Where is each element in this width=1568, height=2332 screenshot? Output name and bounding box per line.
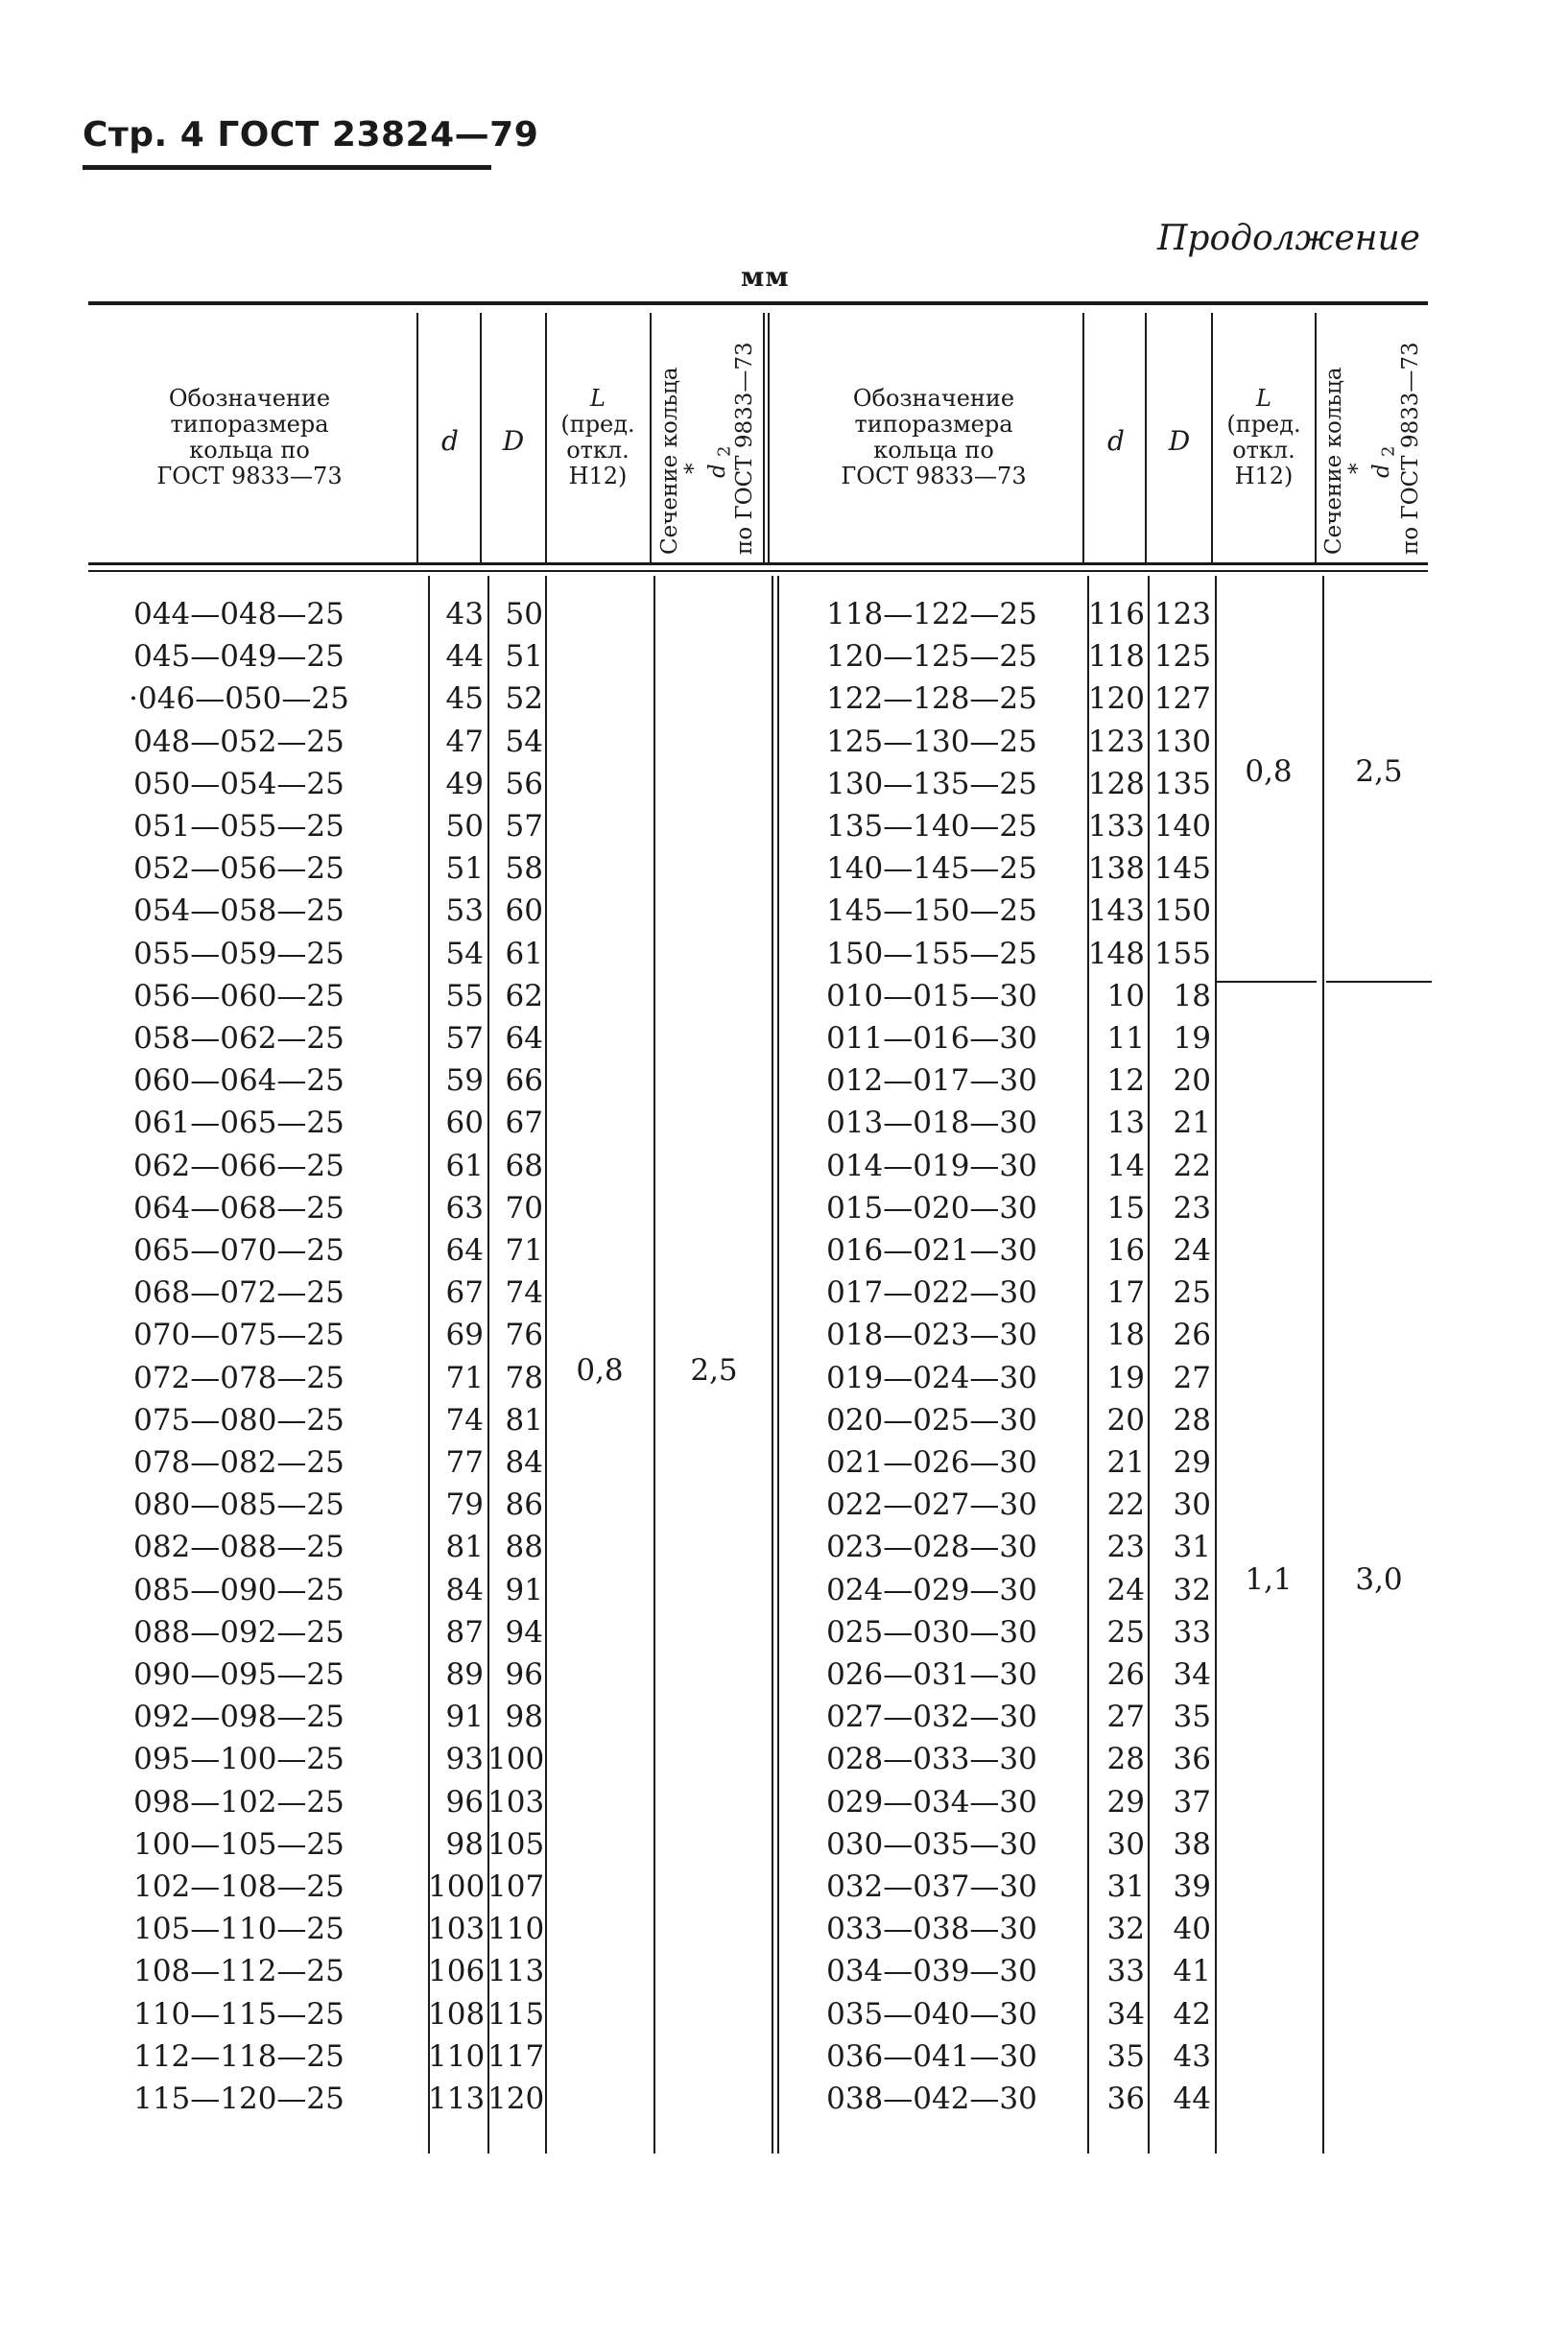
- designation-cell: 010—015—30: [826, 978, 1037, 1013]
- D-cell: 32: [1173, 1572, 1211, 1607]
- D-cell: 43: [1173, 2038, 1211, 2074]
- designation-cell: 048—052—25: [133, 724, 344, 759]
- header-underline: [83, 165, 491, 170]
- d-cell: 28: [1106, 1742, 1145, 1777]
- header-bottom-rule-2: [88, 570, 1428, 572]
- right-section-value-2: 3,0: [1355, 1562, 1403, 1597]
- designation-cell: 018—023—30: [826, 1318, 1037, 1353]
- table-row: [0, 1908, 1568, 1950]
- d-cell: 44: [445, 639, 484, 675]
- designation-cell: 140—145—25: [826, 851, 1037, 887]
- D-cell: 26: [1173, 1318, 1211, 1353]
- d-cell: 133: [1087, 809, 1145, 844]
- units-label: мм: [741, 261, 790, 293]
- designation-cell: 011—016—30: [826, 1021, 1037, 1056]
- designation-cell: 135—140—25: [826, 809, 1037, 844]
- designation-cell: 045—049—25: [133, 639, 344, 675]
- table-row: [0, 1059, 1568, 1102]
- table-row: [0, 1696, 1568, 1738]
- d-cell: 91: [445, 1700, 484, 1735]
- designation-cell: 038—042—30: [826, 2082, 1037, 2116]
- left-section-value: 2,5: [690, 1353, 738, 1388]
- d-cell: 61: [445, 1148, 484, 1183]
- D-cell: 50: [505, 597, 543, 631]
- D-cell: 94: [505, 1614, 543, 1650]
- D-cell: 18: [1173, 978, 1211, 1013]
- D-cell: 60: [505, 893, 543, 929]
- table-row: [0, 805, 1568, 847]
- D-cell: 70: [505, 1190, 543, 1225]
- designation-cell: 120—125—25: [826, 639, 1037, 675]
- D-cell: 145: [1153, 851, 1211, 887]
- d-cell: 10: [1106, 978, 1145, 1013]
- designation-cell: 035—040—30: [826, 1996, 1037, 2032]
- table-row: [0, 1823, 1568, 1866]
- header-section: Сечение кольца * d $_2$: [657, 367, 735, 555]
- table-row: [0, 1357, 1568, 1399]
- table-row: [0, 1866, 1568, 1908]
- col-line: [768, 313, 770, 562]
- header-d-right: d: [1107, 425, 1125, 457]
- D-cell: 20: [1173, 1063, 1211, 1099]
- D-cell: 68: [505, 1148, 543, 1183]
- designation-cell: 020—025—30: [826, 1402, 1037, 1438]
- designation-cell: 088—092—25: [133, 1614, 344, 1650]
- D-cell: 123: [1153, 597, 1211, 631]
- D-cell: 115: [487, 1996, 545, 2032]
- D-cell: 44: [1173, 2082, 1211, 2116]
- D-cell: 38: [1173, 1826, 1211, 1862]
- D-cell: 120: [487, 2082, 545, 2116]
- designation-cell: 082—088—25: [133, 1530, 344, 1565]
- table-row: [0, 1611, 1568, 1654]
- d-cell: 74: [445, 1402, 484, 1438]
- d-cell: 59: [445, 1063, 484, 1099]
- designation-cell: 052—056—25: [133, 851, 344, 887]
- d-cell: 33: [1106, 1954, 1145, 1989]
- designation-cell: 095—100—25: [133, 1742, 344, 1777]
- table-row: [0, 890, 1568, 932]
- D-cell: 35: [1173, 1700, 1211, 1735]
- d-cell: 53: [445, 893, 484, 929]
- d-cell: 118: [1087, 639, 1145, 675]
- table-row: [0, 1229, 1568, 1272]
- designation-cell: 092—098—25: [133, 1700, 344, 1735]
- col-line: [1145, 313, 1147, 562]
- d-cell: 19: [1106, 1360, 1145, 1395]
- D-cell: 27: [1173, 1360, 1211, 1395]
- d-cell: 113: [428, 2082, 486, 2116]
- designation-cell: 078—082—25: [133, 1445, 344, 1480]
- table-row: [0, 1272, 1568, 1314]
- group-separator: [1217, 981, 1317, 983]
- designation-cell: 024—029—30: [826, 1572, 1037, 1607]
- header-designation-right: Обозначение типоразмера кольца по ГОСТ 9833—73: [841, 385, 1027, 489]
- D-cell: 52: [505, 681, 543, 717]
- d-cell: 27: [1106, 1700, 1145, 1735]
- d-cell: 81: [445, 1530, 484, 1565]
- D-cell: 96: [505, 1657, 543, 1692]
- D-cell: 135: [1153, 766, 1211, 801]
- designation-cell: 055—059—25: [133, 936, 344, 971]
- designation-cell: 032—037—30: [826, 1869, 1037, 1904]
- d-cell: 24: [1106, 1572, 1145, 1607]
- col-line: [480, 313, 482, 562]
- d-cell: 31: [1106, 1869, 1145, 1904]
- d-cell: 17: [1106, 1275, 1145, 1311]
- designation-cell: 051—055—25: [133, 809, 344, 844]
- D-cell: 22: [1173, 1148, 1211, 1183]
- d-cell: 57: [445, 1021, 484, 1056]
- designation-cell: 102—108—25: [133, 1869, 344, 1904]
- d-cell: 64: [445, 1233, 484, 1268]
- D-cell: 57: [505, 809, 543, 844]
- header-D: D: [502, 425, 525, 457]
- d-cell: 32: [1106, 1912, 1145, 1947]
- d-cell: 18: [1106, 1318, 1145, 1353]
- table-row: [0, 635, 1568, 678]
- designation-cell: 019—024—30: [826, 1360, 1037, 1395]
- d-cell: 43: [445, 597, 484, 631]
- d-cell: 128: [1087, 766, 1145, 801]
- designation-cell: 054—058—25: [133, 893, 344, 929]
- designation-cell: 098—102—25: [133, 1784, 344, 1820]
- d-cell: 87: [445, 1614, 484, 1650]
- table-row: [0, 933, 1568, 975]
- table-row: [0, 2035, 1568, 2078]
- D-cell: 86: [505, 1487, 543, 1523]
- D-cell: 78: [505, 1360, 543, 1395]
- designation-cell: 105—110—25: [133, 1912, 344, 1947]
- D-cell: 58: [505, 851, 543, 887]
- designation-cell: 110—115—25: [133, 1996, 344, 2032]
- d-cell: 26: [1106, 1657, 1145, 1692]
- d-cell: 123: [1087, 724, 1145, 759]
- D-cell: 155: [1153, 936, 1211, 971]
- d-cell: 138: [1087, 851, 1145, 887]
- designation-cell: 027—032—30: [826, 1700, 1037, 1735]
- designation-cell: 044—048—25: [133, 597, 344, 631]
- table-row: [0, 1654, 1568, 1696]
- d-cell: 100: [428, 1869, 486, 1904]
- table-row: [0, 1484, 1568, 1526]
- D-cell: 30: [1173, 1487, 1211, 1523]
- table-row: [0, 1187, 1568, 1229]
- table-row: [0, 1314, 1568, 1356]
- d-cell: 15: [1106, 1190, 1145, 1225]
- designation-cell: 014—019—30: [826, 1148, 1037, 1183]
- designation-cell: 061—065—25: [133, 1106, 344, 1141]
- D-cell: 67: [505, 1106, 543, 1141]
- d-cell: 63: [445, 1190, 484, 1225]
- header-section-right: Сечение кольца * d $_2$: [1321, 367, 1399, 555]
- d-cell: 143: [1087, 893, 1145, 929]
- D-cell: 23: [1173, 1190, 1211, 1225]
- D-cell: 84: [505, 1445, 543, 1480]
- header-L: L (пред. откл. H12): [560, 385, 635, 489]
- D-cell: 39: [1173, 1869, 1211, 1904]
- d-cell: 54: [445, 936, 484, 971]
- designation-cell: 112—118—25: [133, 2038, 344, 2074]
- D-cell: 41: [1173, 1954, 1211, 1989]
- designation-cell: 060—064—25: [133, 1063, 344, 1099]
- designation-cell: 021—026—30: [826, 1445, 1037, 1480]
- d-cell: 60: [445, 1106, 484, 1141]
- D-cell: 29: [1173, 1445, 1211, 1480]
- D-cell: 54: [505, 724, 543, 759]
- D-cell: 56: [505, 766, 543, 801]
- designation-cell: 100—105—25: [133, 1826, 344, 1862]
- header-bottom-rule: [88, 562, 1428, 565]
- D-cell: 40: [1173, 1912, 1211, 1947]
- d-cell: 36: [1106, 2082, 1145, 2116]
- table-row: [0, 1950, 1568, 1992]
- table-row: [0, 1145, 1568, 1187]
- designation-cell: 050—054—25: [133, 766, 344, 801]
- designation-cell: 030—035—30: [826, 1826, 1037, 1862]
- d-cell: 77: [445, 1445, 484, 1480]
- table-row: [0, 1017, 1568, 1059]
- table-row: [0, 1993, 1568, 2035]
- designation-cell: 025—030—30: [826, 1614, 1037, 1650]
- designation-cell: ·046—050—25: [129, 681, 349, 717]
- d-cell: 29: [1106, 1784, 1145, 1820]
- designation-cell: 118—122—25: [826, 597, 1037, 631]
- d-cell: 55: [445, 978, 484, 1013]
- designation-cell: 130—135—25: [826, 766, 1037, 801]
- table-row: [0, 1102, 1568, 1144]
- D-cell: 113: [487, 1954, 545, 1989]
- d-cell: 25: [1106, 1614, 1145, 1650]
- d-cell: 110: [428, 2038, 486, 2074]
- designation-cell: 013—018—30: [826, 1106, 1037, 1141]
- col-line: [763, 313, 765, 562]
- d-cell: 22: [1106, 1487, 1145, 1523]
- designation-cell: 090—095—25: [133, 1657, 344, 1692]
- right-L-value-1: 0,8: [1245, 754, 1293, 789]
- d-cell: 45: [445, 681, 484, 717]
- right-L-value-2: 1,1: [1245, 1562, 1293, 1597]
- d-cell: 20: [1106, 1402, 1145, 1438]
- designation-cell: 115—120—25: [133, 2082, 344, 2116]
- d-cell: 67: [445, 1275, 484, 1311]
- d-cell: 47: [445, 724, 484, 759]
- designation-cell: 028—033—30: [826, 1742, 1037, 1777]
- d-cell: 16: [1106, 1233, 1145, 1268]
- D-cell: 74: [505, 1275, 543, 1311]
- designation-cell: 070—075—25: [133, 1318, 344, 1353]
- D-cell: 42: [1173, 1996, 1211, 2032]
- D-cell: 98: [505, 1700, 543, 1735]
- d-cell: 116: [1087, 597, 1145, 631]
- d-cell: 34: [1106, 1996, 1145, 2032]
- header-d: d: [441, 425, 459, 457]
- d-cell: 50: [445, 809, 484, 844]
- D-cell: 103: [487, 1784, 545, 1820]
- D-cell: 31: [1173, 1530, 1211, 1565]
- col-line: [1211, 313, 1213, 562]
- D-cell: 150: [1153, 893, 1211, 929]
- D-cell: 51: [505, 639, 543, 675]
- designation-cell: 029—034—30: [826, 1784, 1037, 1820]
- header-D-right: D: [1168, 425, 1191, 457]
- table-row: [0, 2078, 1568, 2120]
- D-cell: 36: [1173, 1742, 1211, 1777]
- right-section-value-1: 2,5: [1355, 754, 1403, 789]
- designation-cell: 064—068—25: [133, 1190, 344, 1225]
- designation-cell: 017—022—30: [826, 1275, 1037, 1311]
- d-cell: 79: [445, 1487, 484, 1523]
- designation-cell: 015—020—30: [826, 1190, 1037, 1225]
- d-cell: 35: [1106, 2038, 1145, 2074]
- d-cell: 84: [445, 1572, 484, 1607]
- continuation-label: Продолжение: [1157, 219, 1420, 258]
- D-cell: 76: [505, 1318, 543, 1353]
- D-cell: 66: [505, 1063, 543, 1099]
- table-row: [0, 847, 1568, 890]
- D-cell: 105: [487, 1826, 545, 1862]
- D-cell: 130: [1153, 724, 1211, 759]
- D-cell: 91: [505, 1572, 543, 1607]
- D-cell: 37: [1173, 1784, 1211, 1820]
- d-cell: 69: [445, 1318, 484, 1353]
- D-cell: 25: [1173, 1275, 1211, 1311]
- designation-cell: 034—039—30: [826, 1954, 1037, 1989]
- designation-cell: 016—021—30: [826, 1233, 1037, 1268]
- D-cell: 100: [487, 1742, 545, 1777]
- col-line: [650, 313, 652, 562]
- designation-cell: 026—031—30: [826, 1657, 1037, 1692]
- D-cell: 110: [487, 1912, 545, 1947]
- D-cell: 71: [505, 1233, 543, 1268]
- header-designation: Обозначение типоразмера кольца по ГОСТ 9833—73: [156, 385, 343, 489]
- col-line: [416, 313, 418, 562]
- D-cell: 64: [505, 1021, 543, 1056]
- designation-cell: 072—078—25: [133, 1360, 344, 1395]
- D-cell: 19: [1173, 1021, 1211, 1056]
- designation-cell: 065—070—25: [133, 1233, 344, 1268]
- table-row: [0, 1441, 1568, 1484]
- designation-cell: 036—041—30: [826, 2038, 1037, 2074]
- table-row: [0, 1781, 1568, 1823]
- table-top-rule: [88, 301, 1428, 305]
- designation-cell: 122—128—25: [826, 681, 1037, 717]
- designation-cell: 062—066—25: [133, 1148, 344, 1183]
- d-cell: 21: [1106, 1445, 1145, 1480]
- designation-cell: 056—060—25: [133, 978, 344, 1013]
- d-cell: 11: [1106, 1021, 1145, 1056]
- D-cell: 81: [505, 1402, 543, 1438]
- d-cell: 89: [445, 1657, 484, 1692]
- designation-cell: 125—130—25: [826, 724, 1037, 759]
- d-cell: 98: [445, 1826, 484, 1862]
- d-cell: 108: [428, 1996, 486, 2032]
- d-cell: 96: [445, 1784, 484, 1820]
- D-cell: 107: [487, 1869, 545, 1904]
- D-cell: 21: [1173, 1106, 1211, 1141]
- d-cell: 106: [428, 1954, 486, 1989]
- designation-cell: 080—085—25: [133, 1487, 344, 1523]
- d-cell: 148: [1087, 936, 1145, 971]
- col-line: [1082, 313, 1084, 562]
- D-cell: 33: [1173, 1614, 1211, 1650]
- D-cell: 140: [1153, 809, 1211, 844]
- D-cell: 62: [505, 978, 543, 1013]
- designation-cell: 150—155—25: [826, 936, 1037, 971]
- header-section-std-right: по ГОСТ 9833—73: [1398, 342, 1423, 555]
- d-cell: 49: [445, 766, 484, 801]
- header-L-right: L (пред. откл. H12): [1226, 385, 1301, 489]
- designation-cell: 075—080—25: [133, 1402, 344, 1438]
- designation-cell: 108—112—25: [133, 1954, 344, 1989]
- D-cell: 34: [1173, 1657, 1211, 1692]
- col-line: [1315, 313, 1317, 562]
- header-section-std: по ГОСТ 9833—73: [732, 342, 757, 555]
- D-cell: 88: [505, 1530, 543, 1565]
- table-row: [0, 678, 1568, 720]
- d-cell: 120: [1087, 681, 1145, 717]
- D-cell: 125: [1153, 639, 1211, 675]
- table-row: [0, 1399, 1568, 1441]
- designation-cell: 058—062—25: [133, 1021, 344, 1056]
- table-row: [0, 1738, 1568, 1780]
- d-cell: 12: [1106, 1063, 1145, 1099]
- designation-cell: 068—072—25: [133, 1275, 344, 1311]
- d-cell: 51: [445, 851, 484, 887]
- designation-cell: 012—017—30: [826, 1063, 1037, 1099]
- designation-cell: 085—090—25: [133, 1572, 344, 1607]
- D-cell: 28: [1173, 1402, 1211, 1438]
- d-cell: 14: [1106, 1148, 1145, 1183]
- designation-cell: 145—150—25: [826, 893, 1037, 929]
- d-cell: 30: [1106, 1826, 1145, 1862]
- designation-cell: 023—028—30: [826, 1530, 1037, 1565]
- d-cell: 13: [1106, 1106, 1145, 1141]
- d-cell: 103: [428, 1912, 486, 1947]
- col-line: [545, 313, 547, 562]
- d-cell: 71: [445, 1360, 484, 1395]
- D-cell: 127: [1153, 681, 1211, 717]
- table-row: [0, 593, 1568, 635]
- designation-cell: 022—027—30: [826, 1487, 1037, 1523]
- page-header: Стр. 4 ГОСТ 23824—79: [83, 115, 539, 155]
- group-separator: [1326, 981, 1432, 983]
- D-cell: 24: [1173, 1233, 1211, 1268]
- designation-cell: 033—038—30: [826, 1912, 1037, 1947]
- d-cell: 93: [445, 1742, 484, 1777]
- D-cell: 117: [487, 2038, 545, 2074]
- left-L-value: 0,8: [576, 1353, 624, 1388]
- d-cell: 23: [1106, 1530, 1145, 1565]
- D-cell: 61: [505, 936, 543, 971]
